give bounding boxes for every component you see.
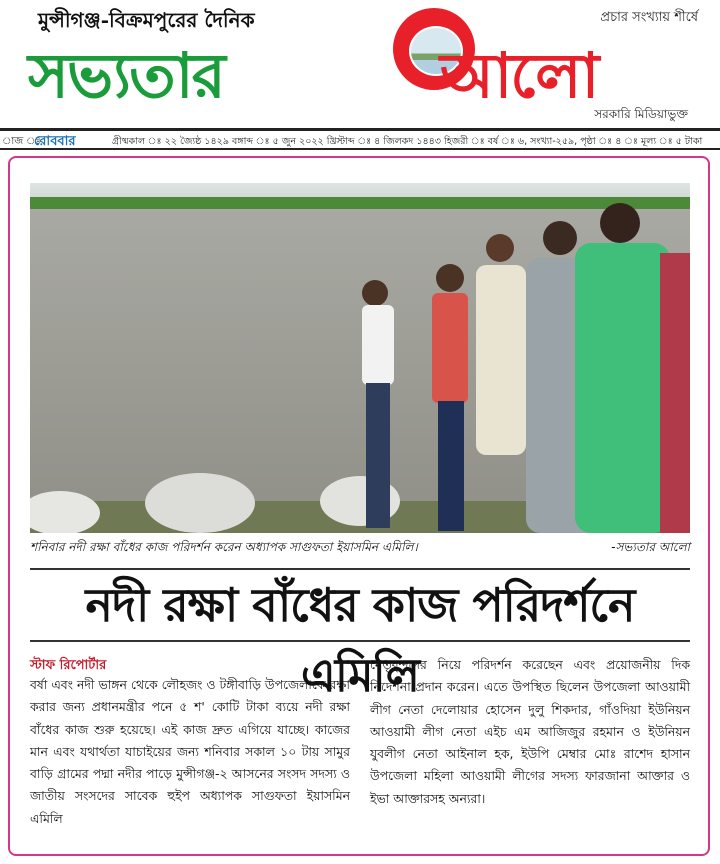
masthead-name-part1: সভ্যতার — [28, 39, 224, 112]
article-headline: নদী রক্ষা বাঁধের কাজ পরিদর্শনে এমিলি — [30, 568, 690, 642]
news-photo — [30, 183, 690, 533]
masthead-tagline: মুন্সীগঞ্জ-বিক্রমপুরের দৈনিক — [38, 8, 255, 32]
photo-caption-text: শনিবার নদী রক্ষা বাঁধের কাজ পরিদর্শন করেন অধ্যাপক সাগুফতা ইয়াসমিন এমিলি। — [30, 540, 418, 554]
masthead-name-part2: আলো — [440, 39, 598, 112]
photo-credit: -সভ্যতার আলো — [611, 540, 690, 554]
govt-listed-note: সরকারি মিডিয়াভুক্ত — [594, 107, 688, 121]
dateline-bar — [0, 128, 720, 150]
dateline-edition: াজ ঃ — [2, 136, 41, 147]
dateline-day: রোববার — [34, 134, 76, 149]
photo-caption — [30, 539, 690, 559]
article-byline: স্টাফ রিপোর্টার — [30, 658, 107, 673]
masthead — [0, 0, 720, 128]
news-photo-illustration — [30, 183, 690, 533]
dateline-info: গ্রীষ্মকাল ঃ ২২ জ্যৈষ্ঠ ১৪২৯ বঙ্গাব্দ ঃ ৫ জুন ২০২২ খ্রিস্টাব্দ ঃ ৪ জিলকদ ১৪৪৩ হিজরী ঃ বর্ষ ঃ ৬, সংখ্যা-২৫৯, পৃষ্ঠা ঃ ৪ ঃ মূল্য ঃ ৫ টাকা — [112, 136, 703, 147]
article-column-1: বর্ষা এবং নদী ভাঙ্গন থেকে লৌহজং ও টঙ্গীবাড়ি উপজেলাকে রক্ষা করার জন্য প্রধানমন্ত্রীর পনে ৫ শ' কোটি টাকা ব্যয়ে নদী রক্ষা বাঁধের কাজ শুরু হয়েছে। এই কাজ দ্রুত এগিয়ে যাচ্ছে। কাজের মান এবং যথার্থতা যাচাইয়ের জন্য শনিবার সকাল ১০ টায় সামুর বাড়ি গ্রামের পদ্মা নদীর পাড়ে মুন্সীগঞ্জ-২ আসনের সংসদ সদস্য ও জাতীয় সংসদের সাবেক হুইপ অধ্যাপক সাগুফতা ইয়াসমিন এমিলি — [30, 677, 350, 826]
article-column-2: নেতৃবৃন্দদের নিয়ে পরিদর্শন করেছেন এবং প্রয়োজনীয় দিক নির্দেশনা প্রদান করেন। এতে উপস্থিত ছিলেন উপজেলা আওয়ামী লীগ নেতা দেলোয়ার হোসেন দুলু শিকদার, গাঁওদিয়া ইউনিয়ন আওয়ামী লীগ নেতা এইচ এম আজিজুর রহমান ও ইউনিয়ন যুবলীগ নেতা আইনাল হক, ইউপি মেম্বার মোঃ রাশেদ হাসান উপজেলা মহিলা আওয়ামী লীগের সদস্য ফারজানা আক্তার ও ইভা আক্তারসহ অন্যরা। — [370, 657, 690, 806]
circulation-note: প্রচার সংখ্যায় শীর্ষে — [600, 10, 698, 25]
